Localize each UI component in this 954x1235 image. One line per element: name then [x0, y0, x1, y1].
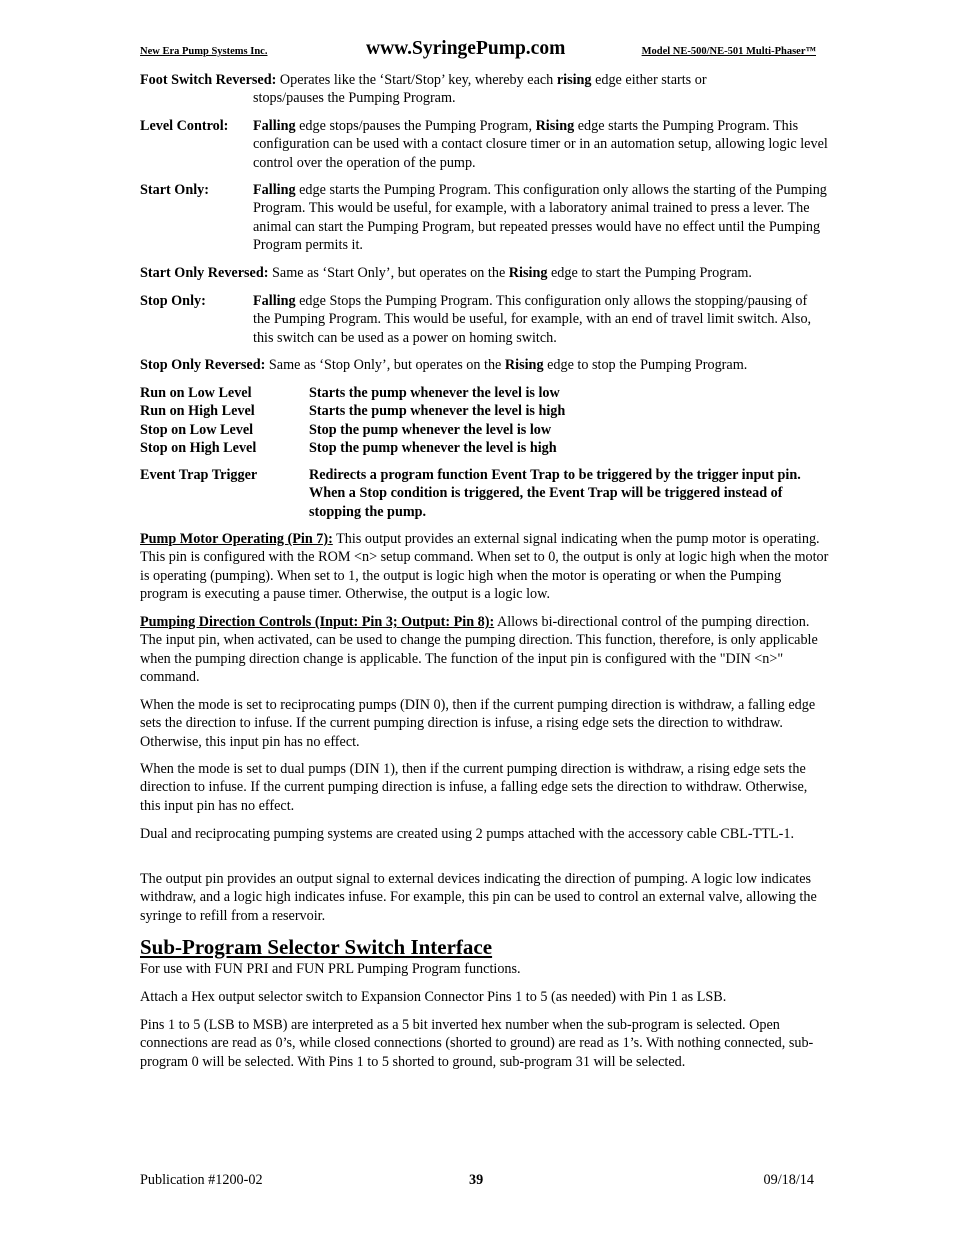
page-header [140, 38, 816, 64]
level-row [140, 421, 828, 439]
company-name: New Era Pump Systems Inc. [140, 46, 268, 57]
pump-motor-label: Pump Motor Operating (Pin 7): [140, 531, 333, 547]
level-row [140, 439, 828, 457]
event-trap-value: Redirects a program function Event Trap to be triggered by the trigger input pin. When a Stop condition is triggered, the Event Trap will be triggered instead of stopping the pump. [309, 467, 801, 520]
publication-date: 09/18/14 [763, 1172, 814, 1188]
level-control-body [253, 117, 828, 172]
level-row [140, 384, 828, 402]
pump-motor-operating [140, 530, 830, 604]
stop-only-reversed-text-b: edge to stop the Pumping Program. [543, 357, 748, 373]
level-row-value: Starts the pump whenever the level is high [309, 403, 566, 419]
level-row-value: Stop the pump whenever the level is high [309, 440, 557, 456]
stop-only-body [253, 292, 828, 347]
level-row-value: Stop the pump whenever the level is low [309, 422, 552, 438]
website-url: www.SyringePump.com [366, 38, 566, 59]
stop-only-label: Stop Only: [140, 293, 206, 309]
cable-paragraph: Dual and reciprocating pumping systems are created using 2 pumps attached with the accessory cable CBL-TTL-1. [140, 826, 794, 842]
sub-program-p2: Attach a Hex output selector switch to Expansion Connector Pins 1 to 5 (as needed) with Pin 1 as LSB. [140, 989, 727, 1005]
stop-only-reversed-label: Stop Only Reversed: [140, 357, 266, 373]
start-only-body [253, 181, 828, 255]
start-only-reversed-text-a: Same as ‘Start Only’, but operates on the [268, 265, 509, 281]
page-number: 39 [469, 1172, 484, 1188]
start-only [140, 181, 828, 255]
level-row [140, 402, 828, 420]
stop-only-bold: Falling [253, 293, 296, 309]
start-only-label: Start Only: [140, 182, 209, 198]
level-control-bold-b: Rising [535, 118, 575, 134]
start-only-reversed [140, 264, 830, 282]
pumping-direction-controls [140, 613, 830, 687]
dual-paragraph: When the mode is set to dual pumps (DIN 1), then if the current pumping direction is withdraw, a rising edge sets the direction to infuse. If the current pumping direction is infuse, a falling edge sets the direction to withdraw. Otherwise, this input pin has no effect. [140, 761, 808, 814]
level-control-text-a: edge stops/pauses the Pumping Program, [295, 118, 536, 134]
stop-only-reversed-bold: Rising [504, 357, 544, 373]
level-control [140, 117, 828, 172]
stop-only-reversed [140, 356, 830, 374]
section-heading: Sub-Program Selector Switch Interface [140, 935, 493, 959]
level-control-bold-a: Falling [253, 118, 296, 134]
level-row-key: Run on Low Level [140, 385, 252, 401]
foot-switch-reversed-text-b: edge either starts or [591, 72, 707, 88]
publication-number: Publication #1200-02 [140, 1172, 263, 1188]
level-row-value: Starts the pump whenever the level is low [309, 385, 560, 401]
reciprocating-paragraph: When the mode is set to reciprocating pumps (DIN 0), then if the current pumping direction is withdraw, a falling edge sets the direction to infuse. If the current pumping direction is infuse, a rising edge sets the direction to withdraw. Otherwise, this input pin has no effect. [140, 697, 816, 750]
sub-program-p3: Pins 1 to 5 (LSB to MSB) are interpreted as a 5 bit inverted hex number when the sub-program is selected. Open connections are read as 0’s, while closed connections (shorted to ground) are read as 1’s. With nothing connected, sub-program 0 will be selected. With Pins 1 to 5 shorted to ground, sub-program 31 will be selected. [140, 1017, 814, 1070]
output-pin-paragraph: The output pin provides an output signal to external devices indicating the direction of pumping. A logic low indicates withdraw, and a logic high indicates infuse. For example, this pin can be used to control an external valve, allowing the syringe to refill from a reservoir. [140, 871, 817, 924]
level-control-text-b: edge starts the Pumping Program. This configuration can be used with a contact closure timer or in an automation setup, allowing logic level control over the operation of the pump. [253, 118, 828, 171]
level-row-key: Stop on Low Level [140, 422, 254, 438]
start-only-text: edge starts the Pumping Program. This configuration only allows the starting of the Pumping Program. This would be useful, for example, with a laboratory animal trained to press a lever. The animal can start the Pumping Program, but repeated presses would have no effect until the Pumping Program permits it. [253, 182, 827, 254]
stop-only-text: edge Stops the Pumping Program. This configuration only allows the stopping/pausing of the Pumping Program. This would be useful, for example, with an end of travel limit switch. Also, this switch can be used as a power on homing switch. [253, 293, 812, 346]
pumping-direction-text: Allows bi-directional control of the pumping direction. The input pin, when activated, can be used to change the pumping direction. This function, therefore, is only applicable when the pumping direction change is applicable. The function of the input pin is configured with the "DIN <n>" command. [140, 614, 818, 686]
page-footer [140, 1172, 814, 1192]
start-only-bold: Falling [253, 182, 296, 198]
stop-only [140, 292, 828, 347]
foot-switch-reversed-label: Foot Switch Reversed: [140, 72, 277, 88]
pump-motor-text: This output provides an external signal indicating when the pump motor is operating. This pin is configured with the ROM <n> setup command. When set to 0, the output is only at logic high when the motor is operating (pumping). When set to 1, the output is logic high when the motor is operating or when the Pumping program is executing a pause timer. Otherwise, the output is a logic low. [140, 531, 829, 603]
foot-switch-reversed [140, 71, 830, 108]
start-only-reversed-text-b: edge to start the Pumping Program. [547, 265, 752, 281]
pumping-direction-label: Pumping Direction Controls (Input: Pin 3; Output: Pin 8): [140, 614, 495, 630]
start-only-reversed-label: Start Only Reversed: [140, 265, 269, 281]
foot-switch-reversed-bold: rising [556, 72, 592, 88]
start-only-reversed-bold: Rising [508, 265, 548, 281]
sub-program-p1: For use with FUN PRI and FUN PRL Pumping Program functions. [140, 961, 521, 977]
foot-switch-reversed-text-a: Operates like the ‘Start/Stop’ key, whereby each [276, 72, 557, 88]
stop-only-reversed-text-a: Same as ‘Stop Only’, but operates on the [265, 357, 505, 373]
level-control-label: Level Control: [140, 118, 229, 134]
event-trap-trigger [140, 466, 828, 521]
model-name: Model NE-500/NE-501 Multi-Phaser™ [641, 46, 816, 57]
foot-switch-reversed-line2: stops/pauses the Pumping Program. [253, 90, 456, 107]
level-row-key: Stop on High Level [140, 440, 257, 456]
event-trap-key: Event Trap Trigger [140, 467, 258, 483]
level-row-key: Run on High Level [140, 403, 255, 419]
